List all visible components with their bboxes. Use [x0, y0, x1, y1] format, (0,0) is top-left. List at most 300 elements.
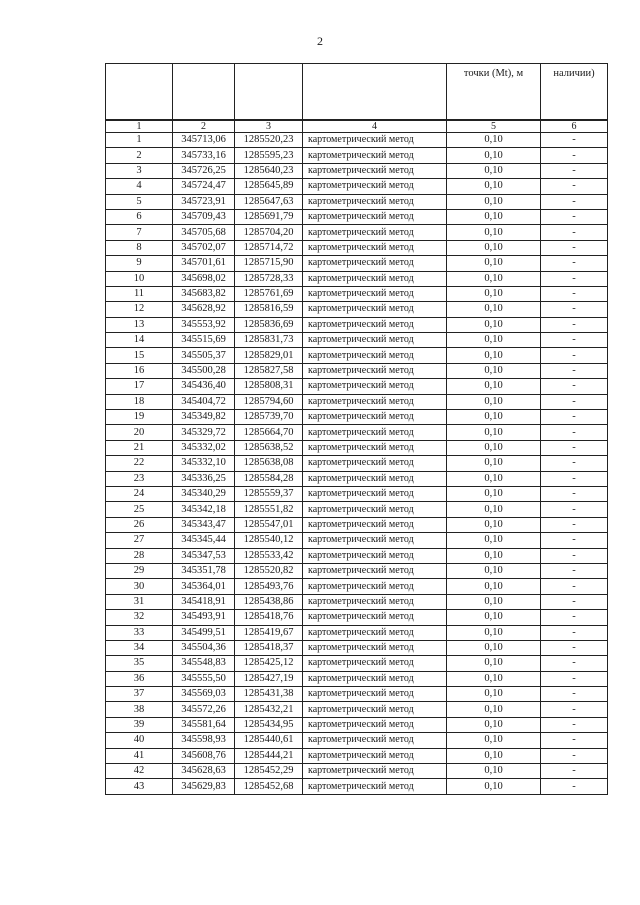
x-coordinate-cell: 345572,26 [173, 702, 235, 717]
note-cell: - [541, 779, 608, 794]
point-number-cell: 21 [106, 440, 173, 455]
table-row [106, 440, 608, 455]
method-cell: картометрический метод [303, 717, 447, 732]
y-coordinate-cell: 1285493,76 [235, 579, 303, 594]
accuracy-cell: 0,10 [447, 548, 541, 563]
method-cell: картометрический метод [303, 394, 447, 409]
method-cell: картометрический метод [303, 271, 447, 286]
note-cell: - [541, 748, 608, 763]
accuracy-cell: 0,10 [447, 440, 541, 455]
x-coordinate-cell: 345709,43 [173, 209, 235, 224]
note-cell: - [541, 133, 608, 148]
y-coordinate-cell: 1285533,42 [235, 548, 303, 563]
table-row [106, 333, 608, 348]
x-coordinate-cell: 345598,93 [173, 733, 235, 748]
x-coordinate-cell: 345336,25 [173, 471, 235, 486]
method-cell: картометрический метод [303, 363, 447, 378]
note-cell: - [541, 625, 608, 640]
x-coordinate-cell: 345505,37 [173, 348, 235, 363]
table-row [106, 148, 608, 163]
point-number-cell: 29 [106, 563, 173, 578]
table-row [106, 548, 608, 563]
y-coordinate-cell: 1285640,23 [235, 163, 303, 178]
point-number-cell: 28 [106, 548, 173, 563]
x-coordinate-cell: 345493,91 [173, 610, 235, 625]
point-number-cell: 7 [106, 225, 173, 240]
table-row [106, 302, 608, 317]
x-coordinate-cell: 345713,06 [173, 133, 235, 148]
y-coordinate-cell: 1285647,63 [235, 194, 303, 209]
accuracy-cell: 0,10 [447, 764, 541, 779]
note-cell: - [541, 579, 608, 594]
note-cell: - [541, 317, 608, 332]
y-coordinate-cell: 1285704,20 [235, 225, 303, 240]
accuracy-cell: 0,10 [447, 194, 541, 209]
note-cell: - [541, 502, 608, 517]
column-number: 4 [303, 120, 447, 133]
accuracy-cell: 0,10 [447, 456, 541, 471]
table-row [106, 579, 608, 594]
accuracy-cell: 0,10 [447, 717, 541, 732]
y-coordinate-cell: 1285827,58 [235, 363, 303, 378]
y-coordinate-cell: 1285520,82 [235, 563, 303, 578]
method-cell: картометрический метод [303, 579, 447, 594]
x-coordinate-cell: 345548,83 [173, 656, 235, 671]
table-row [106, 594, 608, 609]
y-coordinate-cell: 1285831,73 [235, 333, 303, 348]
note-cell: - [541, 225, 608, 240]
y-coordinate-cell: 1285595,23 [235, 148, 303, 163]
method-cell: картометрический метод [303, 640, 447, 655]
point-number-cell: 38 [106, 702, 173, 717]
table-header-row [106, 64, 608, 121]
point-number-cell: 41 [106, 748, 173, 763]
accuracy-cell: 0,10 [447, 240, 541, 255]
method-cell: картометрический метод [303, 148, 447, 163]
table-row [106, 517, 608, 532]
x-coordinate-cell: 345347,53 [173, 548, 235, 563]
x-coordinate-cell: 345342,18 [173, 502, 235, 517]
accuracy-cell: 0,10 [447, 502, 541, 517]
header-cell: наличии) [541, 64, 608, 121]
note-cell: - [541, 640, 608, 655]
method-cell: картометрический метод [303, 194, 447, 209]
point-number-cell: 32 [106, 610, 173, 625]
method-cell: картометрический метод [303, 440, 447, 455]
method-cell: картометрический метод [303, 348, 447, 363]
point-number-cell: 23 [106, 471, 173, 486]
y-coordinate-cell: 1285714,72 [235, 240, 303, 255]
x-coordinate-cell: 345364,01 [173, 579, 235, 594]
y-coordinate-cell: 1285425,12 [235, 656, 303, 671]
note-cell: - [541, 286, 608, 301]
column-number: 6 [541, 120, 608, 133]
y-coordinate-cell: 1285728,33 [235, 271, 303, 286]
accuracy-cell: 0,10 [447, 363, 541, 378]
point-number-cell: 30 [106, 579, 173, 594]
point-number-cell: 34 [106, 640, 173, 655]
point-number-cell: 37 [106, 687, 173, 702]
page-number: 2 [317, 34, 323, 48]
accuracy-cell: 0,10 [447, 471, 541, 486]
accuracy-cell: 0,10 [447, 209, 541, 224]
y-coordinate-cell: 1285440,61 [235, 733, 303, 748]
method-cell: картометрический метод [303, 656, 447, 671]
y-coordinate-cell: 1285829,01 [235, 348, 303, 363]
accuracy-cell: 0,10 [447, 163, 541, 178]
note-cell: - [541, 379, 608, 394]
column-number: 1 [106, 120, 173, 133]
table-row [106, 209, 608, 224]
accuracy-cell: 0,10 [447, 379, 541, 394]
accuracy-cell: 0,10 [447, 256, 541, 271]
note-cell: - [541, 702, 608, 717]
table-row [106, 779, 608, 794]
coordinates-table [105, 63, 608, 795]
x-coordinate-cell: 345418,91 [173, 594, 235, 609]
x-coordinate-cell: 345629,83 [173, 779, 235, 794]
method-cell: картометрический метод [303, 687, 447, 702]
header-cell [106, 64, 173, 121]
x-coordinate-cell: 345553,92 [173, 317, 235, 332]
note-cell: - [541, 440, 608, 455]
note-cell: - [541, 410, 608, 425]
table-row [106, 225, 608, 240]
note-cell: - [541, 717, 608, 732]
note-cell: - [541, 179, 608, 194]
x-coordinate-cell: 345701,61 [173, 256, 235, 271]
point-number-cell: 5 [106, 194, 173, 209]
accuracy-cell: 0,10 [447, 533, 541, 548]
accuracy-cell: 0,10 [447, 302, 541, 317]
accuracy-cell: 0,10 [447, 702, 541, 717]
table-row [106, 425, 608, 440]
x-coordinate-cell: 345332,10 [173, 456, 235, 471]
note-cell: - [541, 148, 608, 163]
table-row [106, 748, 608, 763]
note-cell: - [541, 240, 608, 255]
table-row [106, 471, 608, 486]
y-coordinate-cell: 1285418,76 [235, 610, 303, 625]
table-row [106, 640, 608, 655]
y-coordinate-cell: 1285418,37 [235, 640, 303, 655]
x-coordinate-cell: 345723,91 [173, 194, 235, 209]
accuracy-cell: 0,10 [447, 317, 541, 332]
column-number: 3 [235, 120, 303, 133]
x-coordinate-cell: 345499,51 [173, 625, 235, 640]
point-number-cell: 24 [106, 486, 173, 501]
x-coordinate-cell: 345683,82 [173, 286, 235, 301]
method-cell: картометрический метод [303, 502, 447, 517]
note-cell: - [541, 733, 608, 748]
table-row [106, 702, 608, 717]
x-coordinate-cell: 345340,29 [173, 486, 235, 501]
point-number-cell: 4 [106, 179, 173, 194]
point-number-cell: 31 [106, 594, 173, 609]
accuracy-cell: 0,10 [447, 625, 541, 640]
point-number-cell: 10 [106, 271, 173, 286]
point-number-cell: 33 [106, 625, 173, 640]
x-coordinate-cell: 345404,72 [173, 394, 235, 409]
table-row [106, 456, 608, 471]
table-row [106, 733, 608, 748]
point-number-cell: 12 [106, 302, 173, 317]
method-cell: картометрический метод [303, 733, 447, 748]
accuracy-cell: 0,10 [447, 271, 541, 286]
point-number-cell: 17 [106, 379, 173, 394]
point-number-cell: 18 [106, 394, 173, 409]
note-cell: - [541, 687, 608, 702]
y-coordinate-cell: 1285664,70 [235, 425, 303, 440]
x-coordinate-cell: 345628,92 [173, 302, 235, 317]
table-row [106, 133, 608, 148]
accuracy-cell: 0,10 [447, 563, 541, 578]
x-coordinate-cell: 345724,47 [173, 179, 235, 194]
accuracy-cell: 0,10 [447, 671, 541, 686]
y-coordinate-cell: 1285816,59 [235, 302, 303, 317]
x-coordinate-cell: 345569,03 [173, 687, 235, 702]
x-coordinate-cell: 345555,50 [173, 671, 235, 686]
y-coordinate-cell: 1285584,28 [235, 471, 303, 486]
x-coordinate-cell: 345628,63 [173, 764, 235, 779]
accuracy-cell: 0,10 [447, 348, 541, 363]
table-row [106, 240, 608, 255]
x-coordinate-cell: 345500,28 [173, 363, 235, 378]
y-coordinate-cell: 1285419,67 [235, 625, 303, 640]
column-number-row [106, 120, 608, 133]
table-row [106, 486, 608, 501]
accuracy-cell: 0,10 [447, 179, 541, 194]
x-coordinate-cell: 345504,36 [173, 640, 235, 655]
table-row [106, 502, 608, 517]
method-cell: картометрический метод [303, 779, 447, 794]
method-cell: картометрический метод [303, 671, 447, 686]
table-row [106, 194, 608, 209]
table-row [106, 563, 608, 578]
method-cell: картометрический метод [303, 286, 447, 301]
method-cell: картометрический метод [303, 225, 447, 240]
accuracy-cell: 0,10 [447, 687, 541, 702]
y-coordinate-cell: 1285452,29 [235, 764, 303, 779]
accuracy-cell: 0,10 [447, 610, 541, 625]
method-cell: картометрический метод [303, 302, 447, 317]
note-cell: - [541, 656, 608, 671]
note-cell: - [541, 363, 608, 378]
point-number-cell: 36 [106, 671, 173, 686]
note-cell: - [541, 764, 608, 779]
point-number-cell: 8 [106, 240, 173, 255]
y-coordinate-cell: 1285761,69 [235, 286, 303, 301]
method-cell: картометрический метод [303, 256, 447, 271]
method-cell: картометрический метод [303, 240, 447, 255]
method-cell: картометрический метод [303, 410, 447, 425]
x-coordinate-cell: 345702,07 [173, 240, 235, 255]
y-coordinate-cell: 1285691,79 [235, 209, 303, 224]
point-number-cell: 20 [106, 425, 173, 440]
y-coordinate-cell: 1285559,37 [235, 486, 303, 501]
y-coordinate-cell: 1285438,86 [235, 594, 303, 609]
table-row [106, 610, 608, 625]
method-cell: картометрический метод [303, 563, 447, 578]
x-coordinate-cell: 345698,02 [173, 271, 235, 286]
header-cell: точки (Mt), м [447, 64, 541, 121]
y-coordinate-cell: 1285432,21 [235, 702, 303, 717]
x-coordinate-cell: 345436,40 [173, 379, 235, 394]
method-cell: картометрический метод [303, 425, 447, 440]
y-coordinate-cell: 1285452,68 [235, 779, 303, 794]
header-cell [173, 64, 235, 121]
x-coordinate-cell: 345705,68 [173, 225, 235, 240]
accuracy-cell: 0,10 [447, 517, 541, 532]
table-row [106, 379, 608, 394]
y-coordinate-cell: 1285540,12 [235, 533, 303, 548]
y-coordinate-cell: 1285551,82 [235, 502, 303, 517]
accuracy-cell: 0,10 [447, 779, 541, 794]
accuracy-cell: 0,10 [447, 486, 541, 501]
note-cell: - [541, 456, 608, 471]
point-number-cell: 22 [106, 456, 173, 471]
y-coordinate-cell: 1285434,95 [235, 717, 303, 732]
note-cell: - [541, 394, 608, 409]
point-number-cell: 1 [106, 133, 173, 148]
note-cell: - [541, 348, 608, 363]
coordinates-table-body [106, 64, 608, 795]
note-cell: - [541, 610, 608, 625]
x-coordinate-cell: 345351,78 [173, 563, 235, 578]
point-number-cell: 3 [106, 163, 173, 178]
note-cell: - [541, 486, 608, 501]
y-coordinate-cell: 1285431,38 [235, 687, 303, 702]
method-cell: картометрический метод [303, 548, 447, 563]
note-cell: - [541, 194, 608, 209]
method-cell: картометрический метод [303, 163, 447, 178]
accuracy-cell: 0,10 [447, 148, 541, 163]
y-coordinate-cell: 1285739,70 [235, 410, 303, 425]
accuracy-cell: 0,10 [447, 410, 541, 425]
point-number-cell: 14 [106, 333, 173, 348]
accuracy-cell: 0,10 [447, 579, 541, 594]
table-row [106, 533, 608, 548]
accuracy-cell: 0,10 [447, 286, 541, 301]
x-coordinate-cell: 345329,72 [173, 425, 235, 440]
x-coordinate-cell: 345345,44 [173, 533, 235, 548]
table-row [106, 317, 608, 332]
note-cell: - [541, 163, 608, 178]
method-cell: картометрический метод [303, 471, 447, 486]
accuracy-cell: 0,10 [447, 748, 541, 763]
table-row [106, 625, 608, 640]
accuracy-cell: 0,10 [447, 640, 541, 655]
y-coordinate-cell: 1285836,69 [235, 317, 303, 332]
note-cell: - [541, 271, 608, 286]
x-coordinate-cell: 345726,25 [173, 163, 235, 178]
y-coordinate-cell: 1285638,08 [235, 456, 303, 471]
table-row [106, 394, 608, 409]
method-cell: картометрический метод [303, 179, 447, 194]
header-cell [303, 64, 447, 121]
table-row [106, 687, 608, 702]
x-coordinate-cell: 345581,64 [173, 717, 235, 732]
accuracy-cell: 0,10 [447, 656, 541, 671]
method-cell: картометрический метод [303, 764, 447, 779]
point-number-cell: 9 [106, 256, 173, 271]
point-number-cell: 43 [106, 779, 173, 794]
method-cell: картометрический метод [303, 133, 447, 148]
note-cell: - [541, 471, 608, 486]
method-cell: картометрический метод [303, 533, 447, 548]
x-coordinate-cell: 345608,76 [173, 748, 235, 763]
table-row [106, 656, 608, 671]
point-number-cell: 13 [106, 317, 173, 332]
method-cell: картометрический метод [303, 486, 447, 501]
x-coordinate-cell: 345343,47 [173, 517, 235, 532]
y-coordinate-cell: 1285444,21 [235, 748, 303, 763]
note-cell: - [541, 256, 608, 271]
column-number: 2 [173, 120, 235, 133]
table-row [106, 286, 608, 301]
accuracy-cell: 0,10 [447, 133, 541, 148]
table-row [106, 671, 608, 686]
method-cell: картометрический метод [303, 209, 447, 224]
note-cell: - [541, 333, 608, 348]
note-cell: - [541, 671, 608, 686]
point-number-cell: 11 [106, 286, 173, 301]
method-cell: картометрический метод [303, 379, 447, 394]
point-number-cell: 39 [106, 717, 173, 732]
point-number-cell: 16 [106, 363, 173, 378]
note-cell: - [541, 209, 608, 224]
y-coordinate-cell: 1285645,89 [235, 179, 303, 194]
method-cell: картометрический метод [303, 517, 447, 532]
y-coordinate-cell: 1285520,23 [235, 133, 303, 148]
y-coordinate-cell: 1285547,01 [235, 517, 303, 532]
column-number: 5 [447, 120, 541, 133]
point-number-cell: 6 [106, 209, 173, 224]
x-coordinate-cell: 345349,82 [173, 410, 235, 425]
method-cell: картометрический метод [303, 702, 447, 717]
point-number-cell: 2 [106, 148, 173, 163]
table-row [106, 348, 608, 363]
method-cell: картометрический метод [303, 610, 447, 625]
accuracy-cell: 0,10 [447, 733, 541, 748]
note-cell: - [541, 302, 608, 317]
y-coordinate-cell: 1285427,19 [235, 671, 303, 686]
accuracy-cell: 0,10 [447, 594, 541, 609]
table-row [106, 410, 608, 425]
table-row [106, 717, 608, 732]
accuracy-cell: 0,10 [447, 333, 541, 348]
point-number-cell: 15 [106, 348, 173, 363]
point-number-cell: 35 [106, 656, 173, 671]
method-cell: картометрический метод [303, 317, 447, 332]
point-number-cell: 42 [106, 764, 173, 779]
table-row [106, 764, 608, 779]
accuracy-cell: 0,10 [447, 394, 541, 409]
point-number-cell: 26 [106, 517, 173, 532]
point-number-cell: 27 [106, 533, 173, 548]
table-row [106, 271, 608, 286]
method-cell: картометрический метод [303, 333, 447, 348]
note-cell: - [541, 594, 608, 609]
method-cell: картометрический метод [303, 456, 447, 471]
method-cell: картометрический метод [303, 594, 447, 609]
x-coordinate-cell: 345515,69 [173, 333, 235, 348]
y-coordinate-cell: 1285808,31 [235, 379, 303, 394]
point-number-cell: 25 [106, 502, 173, 517]
header-cell [235, 64, 303, 121]
table-row [106, 179, 608, 194]
y-coordinate-cell: 1285638,52 [235, 440, 303, 455]
